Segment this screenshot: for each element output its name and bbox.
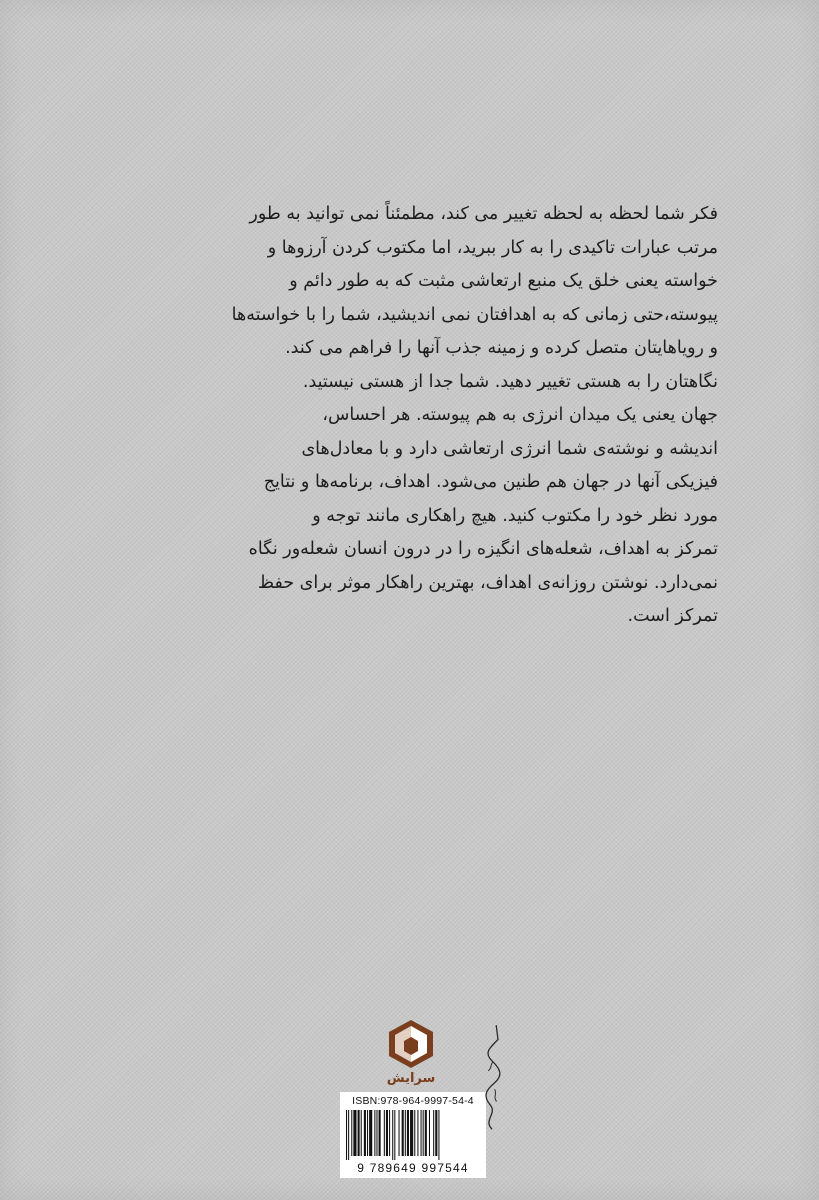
barcode-bar	[433, 1110, 434, 1156]
barcode-bar	[405, 1110, 406, 1156]
barcode-bar	[429, 1110, 430, 1156]
isbn-barcode	[340, 1092, 486, 1178]
publisher-logo-icon	[386, 1018, 436, 1070]
barcode-bar	[369, 1110, 372, 1156]
signature-icon	[478, 1020, 508, 1131]
barcode-bar	[384, 1110, 385, 1156]
barcode-bar	[351, 1110, 352, 1156]
barcode-bar	[417, 1110, 418, 1156]
publisher-name: سرایش	[386, 1071, 436, 1086]
barcode-bar	[364, 1110, 366, 1156]
barcode-bar	[358, 1110, 360, 1156]
barcode-bar	[389, 1110, 390, 1156]
barcode-bar	[353, 1110, 356, 1156]
barcode-bar	[379, 1110, 381, 1156]
barcode-bar	[376, 1110, 377, 1156]
barcode-bar	[361, 1110, 362, 1156]
barcode-digits: 9 789649 997544	[357, 1161, 469, 1175]
barcode-bar	[399, 1110, 400, 1156]
barcode-bar	[392, 1110, 393, 1160]
barcode-bar	[374, 1110, 375, 1156]
barcode-bar	[410, 1110, 413, 1156]
barcode-bar	[407, 1110, 409, 1156]
barcode-bar	[435, 1110, 437, 1156]
barcode-bar	[438, 1110, 439, 1160]
barcode-bar	[402, 1110, 404, 1156]
barcode-bar	[367, 1110, 368, 1156]
barcode-bar	[346, 1110, 347, 1160]
back-cover-blurb	[172, 198, 718, 634]
barcode-bar	[414, 1110, 415, 1156]
blurb-paragraph: فکر شما لحظه به لحظه تغییر می کند، مطمئناً نمی توانید به طور مرتب عبارات تاکیدی را به کار ببرید، اما مکتوب کردن آرزوها و خواسته یعنی خلق یک منبع ارتعاشی مثبت که به طور دائم و پیوسته،حتی زمانی که به اهدافتان نمی اندیشید، شما را با خواسته‌ها و رویاهایتان متصل کرده و زمینه جذب آنها را فراهم می کند. نگاهتان را به هستی تغییر دهید. شما جدا از هستی نیستید. جهان یعنی یک میدان انرژی به هم پیوسته. هر احساس، اندیشه و نوشته‌ی شما انرژی ارتعاشی دارد و با معادل‌های فیزیکی آنها در جهان هم طنین می‌شود. اهداف، برنامه‌ها و نتایج مورد نظر خود را مکتوب کنید. هیچ راهکاری مانند توجه و تمرکز به اهداف، شعله‌های انگیزه را در درون انسان شعله‌ور نگاه نمی‌دارد. نوشتن روزانه‌ی اهداف، بهترین راهکار موثر برای حفظ تمرکز است.	[231, 204, 718, 626]
barcode-bar	[423, 1110, 424, 1156]
barcode-bar	[386, 1110, 388, 1156]
barcode-bars	[346, 1110, 480, 1160]
barcode-bar	[425, 1110, 427, 1156]
barcode-bar	[394, 1110, 395, 1160]
isbn-label: ISBN:978-964-9997-54-4	[352, 1095, 474, 1107]
barcode-bar	[421, 1110, 422, 1156]
barcode-bar	[348, 1110, 349, 1160]
